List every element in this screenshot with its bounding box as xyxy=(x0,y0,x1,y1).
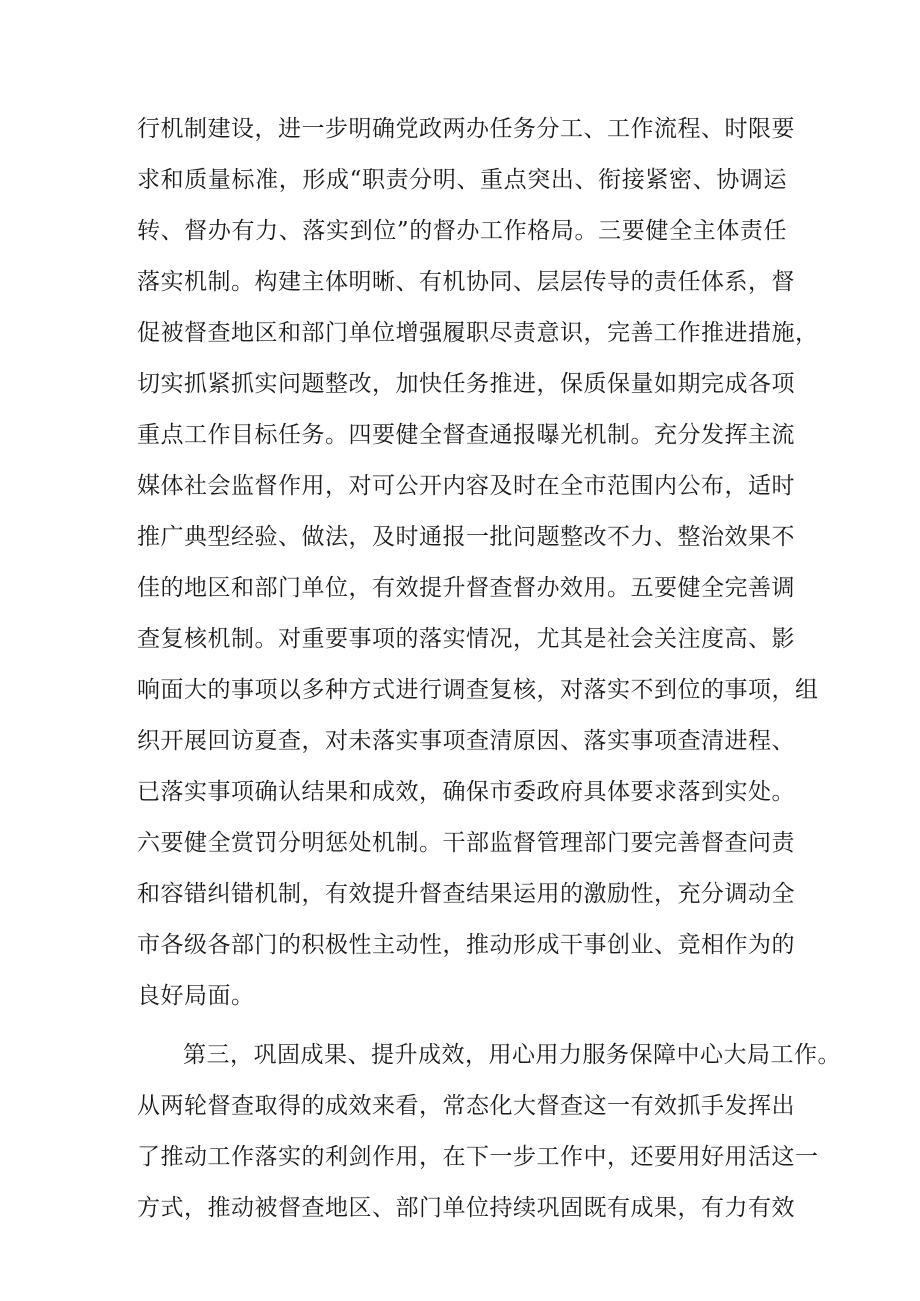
text-line: 落实机制。构建主体明晰、有机协同、层层传导的责任体系，督 xyxy=(137,269,795,295)
text-line: 重点工作目标任务。四要健全督查通报曝光机制。充分发挥主流 xyxy=(137,422,795,448)
document-body xyxy=(137,104,841,1234)
text-line: 第三，巩固成果、提升成效，用心用力服务保障中心大局工作。 xyxy=(183,1042,841,1068)
paragraph-1 xyxy=(137,104,819,1022)
paragraph-spacer xyxy=(137,1022,787,1030)
text-line: 行机制建设，进一步明确党政两办任务分工、工作流程、时限要 xyxy=(137,116,795,142)
text-line: 良好局面。 xyxy=(137,983,255,1009)
text-line: 市各级各部门的积极性主动性，推动形成干事创业、竞相作为的 xyxy=(137,932,795,958)
text-line: 织开展回访夏查，对未落实事项查清原因、落实事项查清进程、 xyxy=(137,728,795,754)
text-line: 了推动工作落实的利剑作用，在下一步工作中，还要用好用活这一 xyxy=(137,1144,819,1170)
text-line: 响面大的事项以多种方式进行调查复核，对落实不到位的事项，组 xyxy=(137,677,819,703)
text-line: 方式，推动被督查地区、部门单位持续巩固既有成果，有力有效 xyxy=(137,1195,795,1221)
text-line: 已落实事项确认结果和成效，确保市委政府具体要求落到实处。 xyxy=(137,779,795,805)
text-line: 六要健全赏罚分明惩处机制。干部监督管理部门要完善督查问责 xyxy=(137,830,795,856)
text-line: 查复核机制。对重要事项的落实情况，尤其是社会关注度高、影 xyxy=(137,626,795,652)
paragraph-2 xyxy=(137,1030,841,1234)
text-line: 转、督办有力、落实到位”的督办工作格局。三要健全主体责任 xyxy=(137,218,787,244)
text-line: 从两轮督查取得的成效来看，常态化大督查这一有效抓手发挥出 xyxy=(137,1093,795,1119)
text-line: 媒体社会监督作用，对可公开内容及时在全市范围内公布，适时 xyxy=(137,473,795,499)
text-line: 求和质量标准，形成“职责分明、重点突出、衔接紧密、协调运 xyxy=(137,167,787,193)
text-line: 促被督查地区和部门单位增强履职尽责意识，完善工作推进措施， xyxy=(137,320,819,346)
text-line: 推广典型经验、做法，及时通报一批问题整改不力、整治效果不 xyxy=(137,524,795,550)
text-line: 切实抓紧抓实问题整改，加快任务推进，保质保量如期完成各项 xyxy=(137,371,795,397)
text-line: 和容错纠错机制，有效提升督查结果运用的激励性，充分调动全 xyxy=(137,881,795,907)
text-line: 佳的地区和部门单位，有效提升督查督办效用。五要健全完善调 xyxy=(137,575,795,601)
